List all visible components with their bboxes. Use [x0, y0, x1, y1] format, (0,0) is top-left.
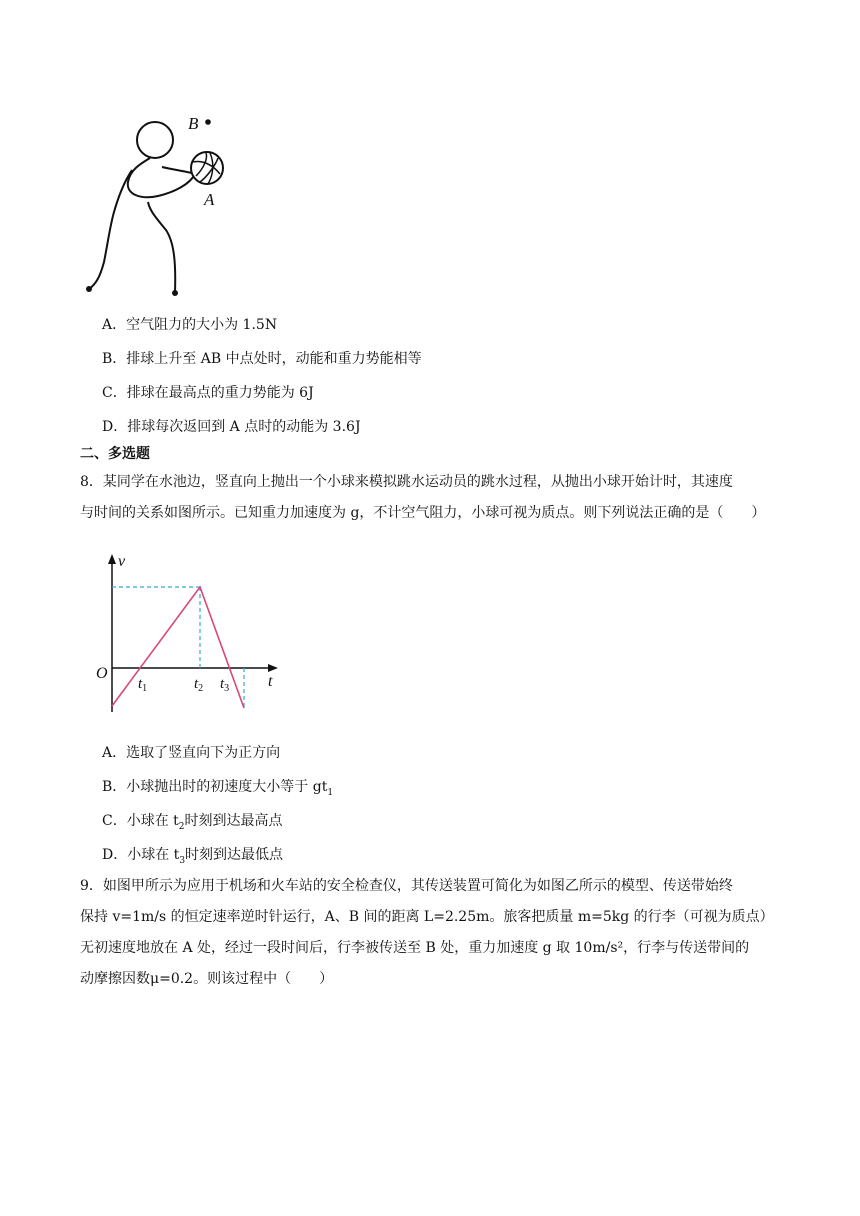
point-b-dot [205, 119, 211, 125]
q7-option-c: C．排球在最高点的重力势能为 6J [102, 385, 314, 401]
q9-stem [80, 871, 780, 995]
v-label: v [118, 553, 126, 570]
label-b: B [188, 114, 199, 133]
volleyball-figure [80, 112, 240, 302]
q7-option-b: B．排球上升至 AB 中点处时，动能和重力势能相等 [102, 351, 422, 367]
vt-graph-svg [92, 552, 292, 720]
volleyball-drawing [80, 112, 240, 302]
q8-line-1: 8．某同学在水池边，竖直向上抛出一个小球来模拟跳水运动员的跳水过程，从抛出小球开始计时，其速度 [80, 474, 733, 490]
q8-option-a: A．选取了竖直向下为正方向 [102, 745, 281, 761]
section-title: 二、多选题 [80, 446, 150, 462]
q8-option-d: D．小球在 $t_3$时刻到达最低点 [102, 847, 284, 866]
q9-line-1: 9．如图甲所示为应用于机场和火车站的安全检查仪，其传送装置可简化为如图乙所示的模型、传送带始终 [80, 878, 733, 894]
figure-back-leg [89, 170, 132, 289]
q8-stem [80, 467, 780, 529]
origin-label: O [96, 665, 108, 682]
t-label: t [268, 673, 273, 690]
q8-option-c: C．小球在 $t_2$时刻到达最高点 [102, 813, 283, 832]
vt-graph [92, 552, 292, 720]
figure-arm [128, 158, 195, 197]
t-axis-arrow-icon [268, 664, 278, 672]
q9-line-3: 无初速度地放在 A 处，经过一段时间后，行李被传送至 B 处，重力加速度 g 取 10m/s²，行李与传送带间的 [80, 940, 750, 956]
t1-label: $t_1$ [138, 676, 148, 694]
q7-option-a: A．空气阻力的大小为 1.5N [102, 317, 278, 333]
q9-line-4: 动摩擦因数μ=0.2。则该过程中（ ） [80, 971, 334, 987]
t2-label: $t_2$ [194, 676, 204, 694]
figure-front-leg [148, 202, 175, 292]
q9-line-2: 保持 v=1m/s 的恒定速率逆时针运行，A、B 间的距离 L=2.25m。旅客把质量 m=5kg 的行李（可视为质点） [80, 909, 774, 925]
t3-label: $t_3$ [220, 676, 230, 694]
foot-dot-left [86, 286, 92, 292]
volleyball-icon [191, 152, 223, 184]
label-a: A [204, 190, 215, 209]
q7-option-d: D．排球每次返回到 A 点时的动能为 3.6J [102, 419, 361, 435]
q8-option-b: B．小球抛出时的初速度大小等于 $gt_1$ [102, 779, 334, 798]
q8-line-2: 与时间的关系如图所示。已知重力加速度为 g，不计空气阻力，小球可视为质点。则下列说法正确的是（ ） [80, 505, 766, 521]
figure-head [137, 122, 173, 158]
v-axis-arrow-icon [108, 554, 116, 564]
foot-dot-right [172, 290, 178, 296]
